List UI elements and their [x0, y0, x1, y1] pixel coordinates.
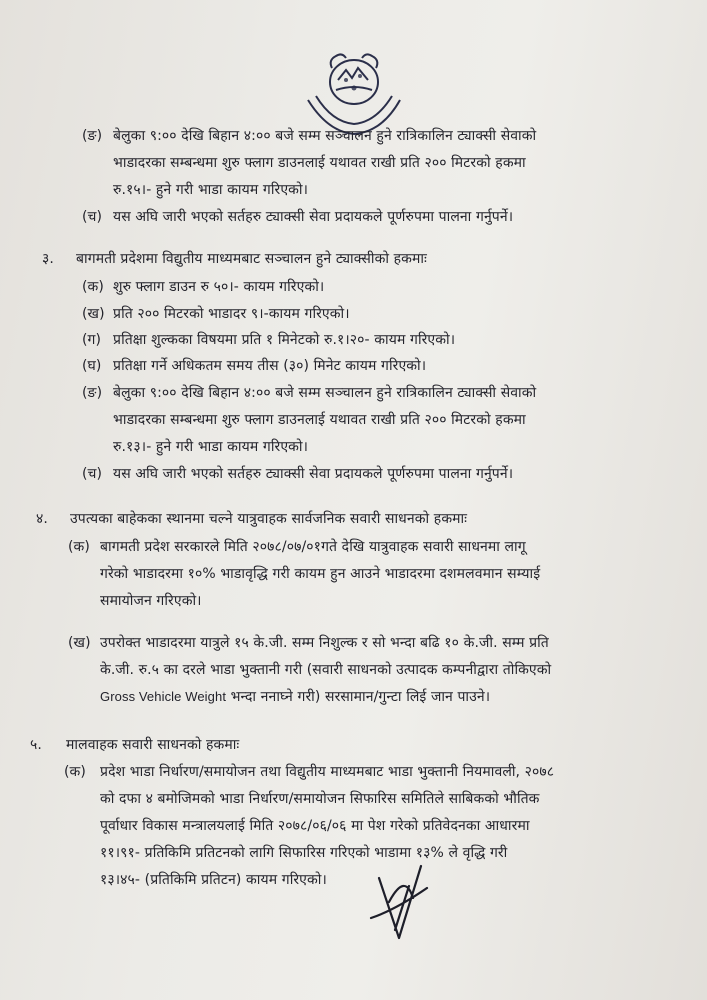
paragraph-line: रु.१५।- हुने गरी भाडा कायम गरिएको। [113, 182, 309, 198]
list-item: शुरु फ्लाग डाउन रु ५०।- कायम गरिएको। [113, 279, 325, 295]
paragraph-line: गरेको भाडादरमा १०% भाडावृद्धि गरी कायम हुन आउने भाडादरमा दशमलवमान सम्याई [100, 566, 541, 582]
section-number: ३. [42, 251, 54, 267]
item-marker: (च) [82, 466, 103, 482]
item-marker: (क) [82, 279, 104, 295]
line-text: प्रदेश भाडा निर्धारण/समायोजन तथा विद्युतीय माध्यमबाट भाडा भुक्तानी नियमावली, २०७८ [100, 764, 555, 780]
paragraph-line [100, 688, 490, 706]
handwritten-signature [365, 858, 440, 948]
paragraph-line: ११।९१- प्रतिकिमि प्रतिटनको लागि सिफारिस गरिएको भाडामा १३% ले वृद्धि गरी [100, 845, 508, 861]
item-marker: (क) [64, 764, 86, 780]
item-marker: (क) [68, 539, 90, 555]
section-number: ५. [30, 737, 42, 753]
paragraph-line: भाडादरका सम्बन्धमा शुरु फ्लाग डाउनलाई यथावत राखी प्रति २०० मिटरको हकमा [113, 412, 526, 428]
paragraph-line: बागमती प्रदेश सरकारले मिति २०७८/०७/०१गते देखि यात्रुवाहक सवारी साधनमा लागू [100, 539, 526, 555]
paragraph-line: रु.१३।- हुने गरी भाडा कायम गरिएको। [113, 439, 309, 455]
section-number: ४. [36, 511, 48, 527]
line-text: बेलुका ९:०० देखि बिहान ४:०० बजे सम्म सञ्चालन हुने रात्रिकालिन ट्याक्सी सेवाको [113, 128, 537, 144]
list-item: प्रति २०० मिटरको भाडादर ९।-कायम गरिएको। [113, 306, 350, 322]
paragraph-line [113, 384, 668, 402]
paragraph-line: को दफा ४ बमोजिमको भाडा निर्धारण/समायोजन सिफारिस समितिले साबिकको भौतिक [100, 791, 540, 807]
paragraph-line: यस अघि जारी भएको सर्तहरु ट्याक्सी सेवा प्रदायकले पूर्णरुपमा पालना गर्नुपर्ने। [113, 209, 514, 225]
paragraph-line: के.जी. रु.५ का दरले भाडा भुक्तानी गरी (सवारी साधनको उत्पादक कम्पनीद्वारा तोकिएको [100, 662, 552, 678]
official-seal-emblem [298, 40, 410, 140]
paragraph-line: समायोजन गरिएको। [100, 593, 202, 609]
paragraph-line [113, 127, 668, 145]
paragraph-line: यस अघि जारी भएको सर्तहरु ट्याक्सी सेवा प्रदायकले पूर्णरुपमा पालना गर्नुपर्ने। [113, 466, 514, 482]
item-marker: (ख) [68, 635, 91, 651]
item-marker: (ङ) [82, 128, 103, 144]
line-text: बेलुका ९:०० देखि बिहान ४:०० बजे सम्म सञ्चालन हुने रात्रिकालिन ट्याक्सी सेवाको [113, 385, 537, 401]
paragraph-line: उपरोक्त भाडादरमा यात्रुले १५ के.जी. सम्म निशुल्क र सो भन्दा बढि १० के.जी. सम्म प्रति [100, 635, 549, 651]
section-heading: बागमती प्रदेशमा विद्युतीय माध्यमबाट सञ्चालन हुने ट्याक्सीको हकमाः [76, 251, 427, 267]
item-marker: (ङ) [82, 385, 103, 401]
list-item: प्रतिक्षा गर्ने अधिकतम समय तीस (३०) मिनेट कायम गरिएको। [113, 358, 427, 374]
item-marker: (च) [82, 209, 103, 225]
section-heading: मालवाहक सवारी साधनको हकमाः [66, 737, 240, 753]
item-marker: (घ) [82, 358, 102, 374]
paragraph-line: १३।४५- (प्रतिकिमि प्रतिटन) कायम गरिएको। [100, 872, 327, 888]
paragraph-line: पूर्वाधार विकास मन्त्रालयलाई मिति २०७८/०६/०६ मा पेश गरेको प्रतिवेदनका आधारमा [100, 818, 530, 834]
paragraph-line [100, 763, 670, 781]
latin-term: Gross Vehicle Weight [100, 689, 227, 704]
item-marker: (ग) [82, 332, 102, 348]
list-item: प्रतिक्षा शुल्कका विषयमा प्रति १ मिनेटको रु.१।२०- कायम गरिएको। [113, 332, 456, 348]
paragraph-line: भाडादरका सम्बन्धमा शुरु फ्लाग डाउनलाई यथावत राखी प्रति २०० मिटरको हकमा [113, 155, 526, 171]
section-heading: उपत्यका बाहेकका स्थानमा चल्ने यात्रुवाहक सार्वजनिक सवारी साधनको हकमाः [70, 511, 468, 527]
line-text: भन्दा ननाघ्ने गरी) सरसामान/गुन्टा लिई जान पाउने। [226, 689, 491, 705]
item-marker: (ख) [82, 306, 105, 322]
